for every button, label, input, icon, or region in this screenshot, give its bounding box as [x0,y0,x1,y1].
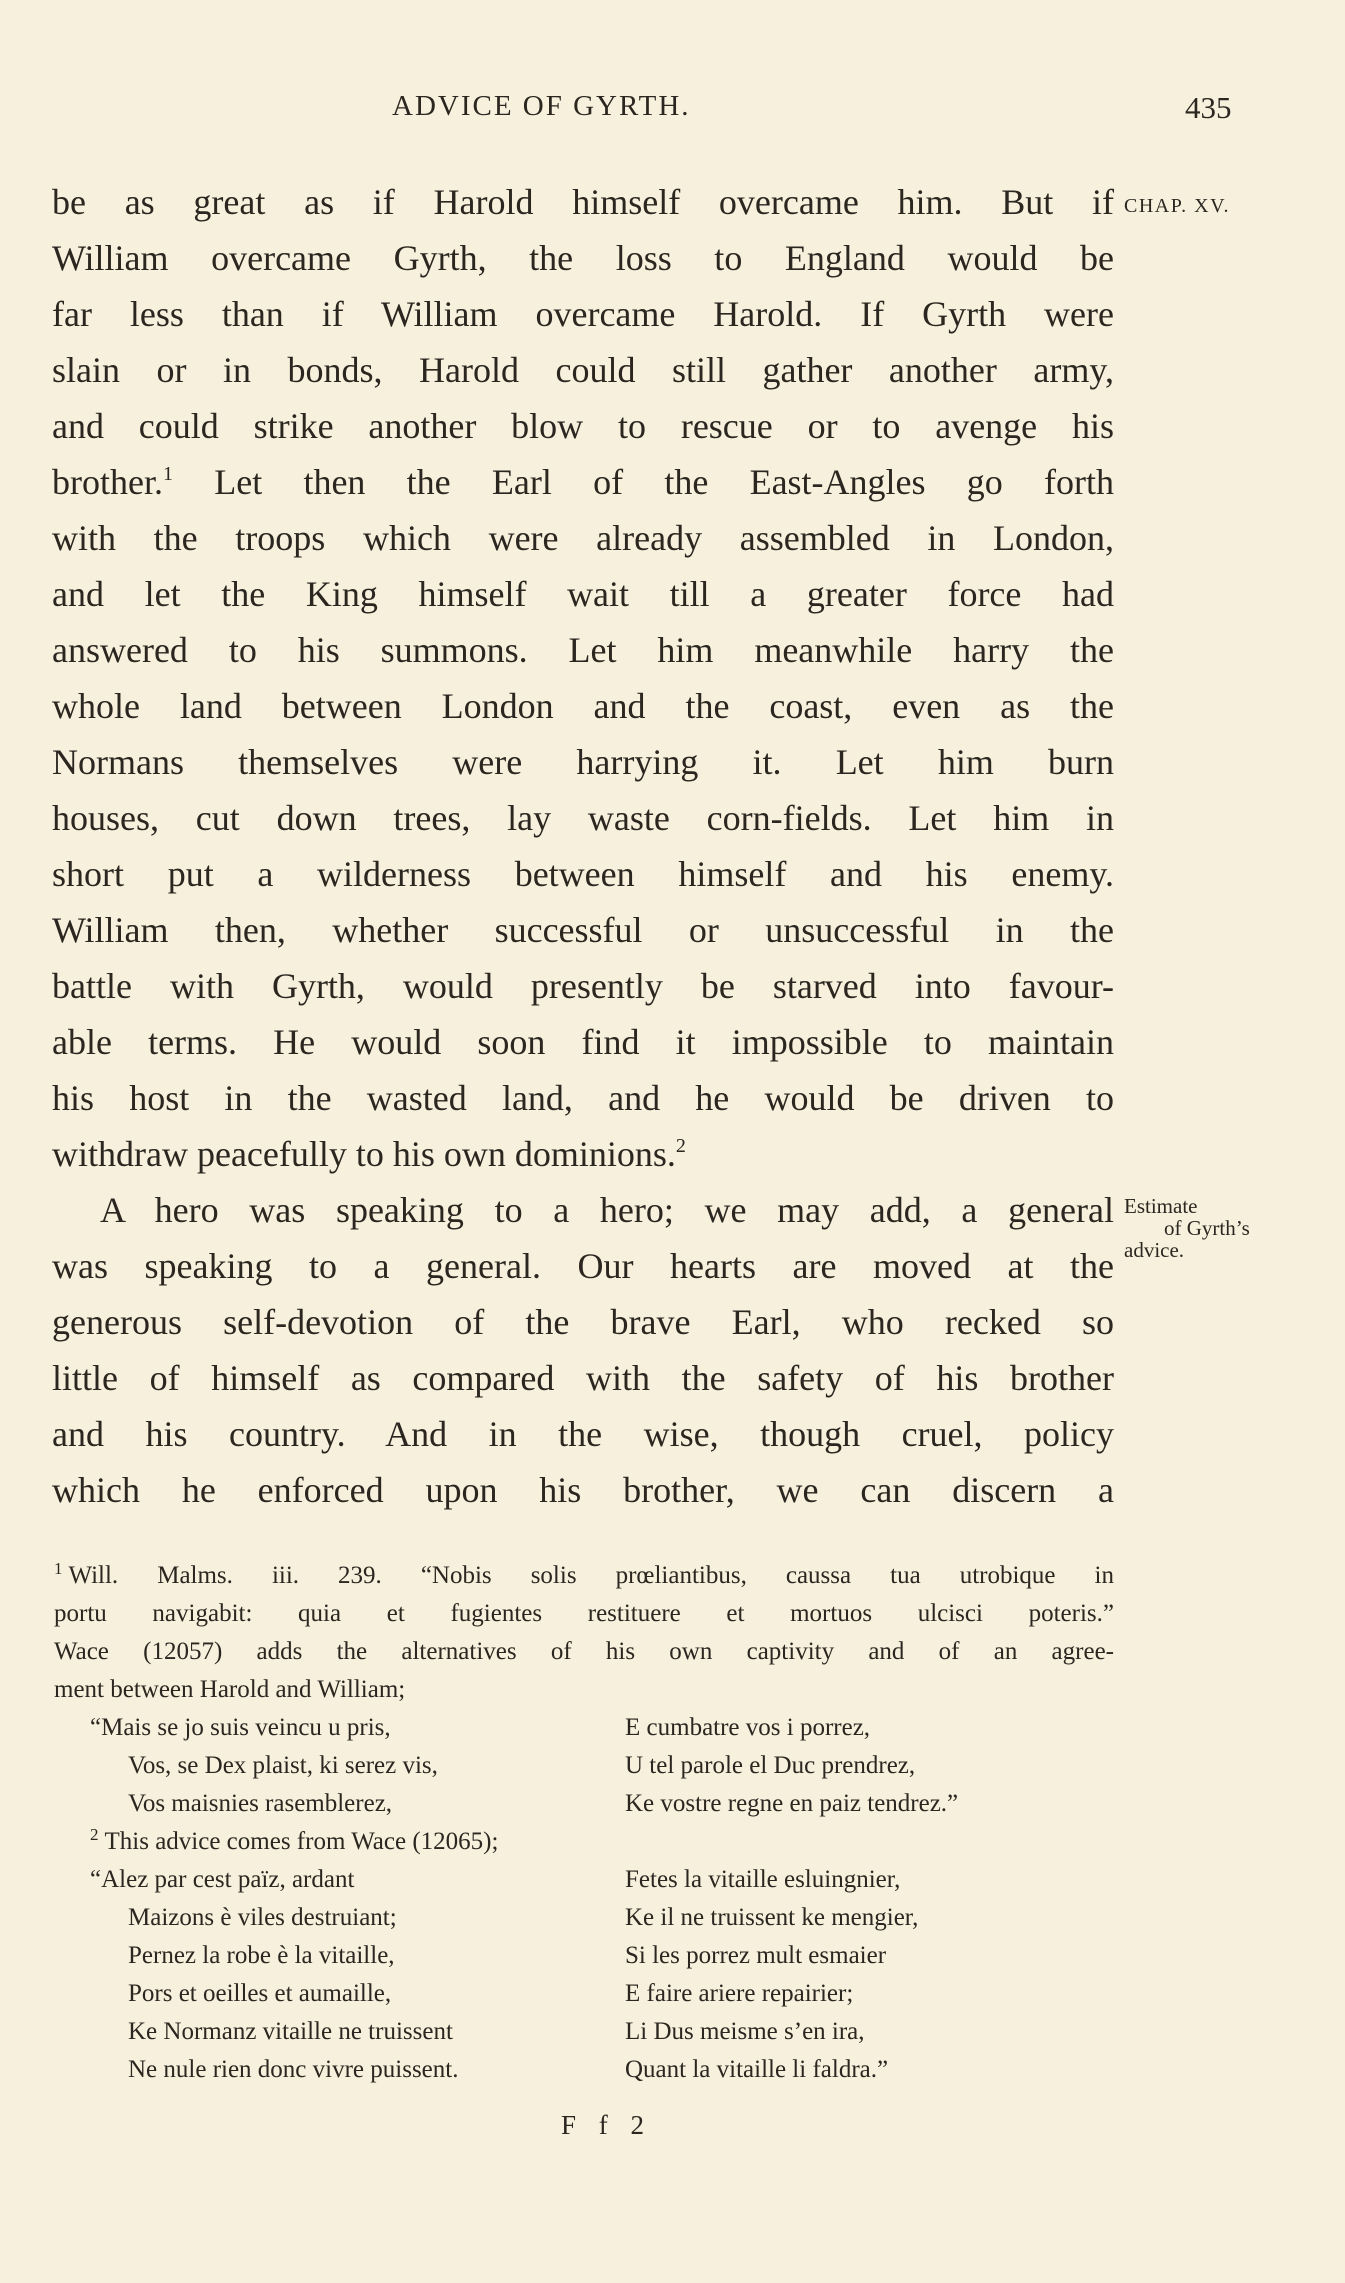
body-line: battle with Gyrth, would presently be starved into favour- [52,966,1114,1006]
body-line-with-footnote [52,460,1114,504]
footnote-number: 1 [54,1559,63,1578]
footnote-ref-1: 1 [162,463,173,485]
body-line: A hero was speaking to a hero; we may add, a general [100,1190,1114,1230]
body-line: far less than if William overcame Harold. If Gyrth were [52,294,1114,334]
verse-line: Pors et oeilles et aumaille, [128,1980,392,2007]
footnote-number: 2 [90,1825,99,1844]
body-line: William overcame Gyrth, the loss to England would be [52,238,1114,278]
running-header-title: ADVICE OF GYRTH. [392,90,691,122]
verse-line: Vos maisnies rasemblerez, [128,1790,393,1817]
verse-line: Ke il ne truissent ke mengier, [625,1904,919,1931]
verse-line: “Mais se jo suis veincu u pris, [90,1714,391,1741]
verse-line: Fetes la vitaille esluingnier, [625,1866,901,1893]
printer-signature-mark: F f 2 [561,2110,653,2140]
margin-note-line: advice. [1124,1238,1185,1262]
body-text: Let then the Earl of the East-Angles go forth [214,462,1115,502]
verse-line: Quant la vitaille li faldra.” [625,2056,889,2083]
verse-line: Ne nule rien donc vivre puissent. [128,2056,459,2083]
margin-note-line: of Gyrth’s [1164,1216,1250,1240]
footnote-text: Will. Malms. iii. 239. “Nobis solis prœliantibus, caussa tua utrobique in [68,1562,1114,1589]
body-line: slain or in bonds, Harold could still gather another army, [52,350,1114,390]
footnote-1-line [54,1558,1114,1594]
verse-line: Pernez la robe è la vitaille, [128,1942,395,1969]
body-line: and let the King himself wait till a greater force had [52,574,1114,614]
body-line: generous self-devotion of the brave Earl, who recked so [52,1302,1114,1342]
footnote-text: This advice comes from Wace (12065); [104,1828,499,1855]
footnote-1-line: portu navigabit: quia et fugientes restituere et mortuos ulcisci poteris.” [54,1600,1114,1627]
body-line: whole land between London and the coast, even as the [52,686,1114,726]
footnote-ref-2: 2 [675,1135,686,1157]
body-line: little of himself as compared with the safety of his brother [52,1358,1114,1398]
body-text: withdraw peacefully to his own dominions. [52,1134,676,1174]
body-line: houses, cut down trees, lay waste corn-fields. Let him in [52,798,1114,838]
verse-line: Li Dus meisme s’en ira, [625,2018,865,2045]
verse-line: “Alez par cest païz, ardant [90,1866,355,1893]
verse-line: Si les porrez mult esmaier [625,1942,887,1969]
verse-line: Ke Normanz vitaille ne truissent [128,2018,453,2045]
verse-line: Maizons è viles destruiant; [128,1904,397,1931]
body-line: his host in the wasted land, and he would be driven to [52,1078,1114,1118]
body-line: and his country. And in the wise, though cruel, policy [52,1414,1114,1454]
verse-line: U tel parole el Duc prendrez, [625,1752,916,1779]
page-number: 435 [1185,90,1232,125]
body-line: which he enforced upon his brother, we can discern a [52,1470,1114,1510]
footnote-1-line: Wace (12057) adds the alternatives of his own captivity and of an agree- [54,1638,1114,1665]
margin-chapter-label: CHAP. XV. [1124,195,1230,217]
body-line: able terms. He would soon find it impossible to maintain [52,1022,1114,1062]
verse-line: Vos, se Dex plaist, ki serez vis, [128,1752,438,1779]
body-line: and could strike another blow to rescue or to avenge his [52,406,1114,446]
body-line: William then, whether successful or unsuccessful in the [52,910,1114,950]
body-line: be as great as if Harold himself overcame him. But if [52,182,1114,222]
body-line-with-footnote [52,1132,1114,1176]
body-line: Normans themselves were harrying it. Let him burn [52,742,1114,782]
body-line: was speaking to a general. Our hearts are moved at the [52,1246,1114,1286]
verse-line: E cumbatre vos i porrez, [625,1714,871,1741]
body-line: short put a wilderness between himself and his enemy. [52,854,1114,894]
verse-line: E faire ariere repairier; [625,1980,854,2007]
footnote-2-intro [90,1824,498,1860]
margin-note-estimate [1124,1195,1250,1261]
body-line: answered to his summons. Let him meanwhile harry the [52,630,1114,670]
body-line: with the troops which were already assembled in London, [52,518,1114,558]
margin-note-line: Estimate [1124,1194,1198,1218]
footnote-1-line: ment between Harold and William; [54,1676,406,1703]
verse-line: Ke vostre regne en paiz tendrez.” [625,1790,959,1817]
body-text: brother. [52,462,163,502]
